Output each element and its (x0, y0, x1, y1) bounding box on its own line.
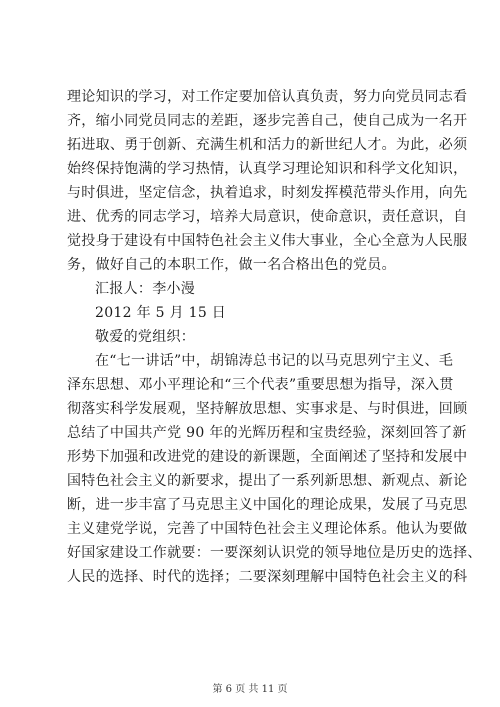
text-line: 在“七一讲话”中，胡锦涛总书记的以马克思列宁主义、毛 (95, 353, 454, 369)
document-body (67, 85, 482, 589)
text-line: 国特色社会主义的新要求，提出了一系列新思想、新观点、新论 (67, 473, 468, 489)
text-line: 人民的选择、时代的选择；二要深刻理解中国特色社会主义的科 (67, 569, 468, 585)
paragraph-conclusion (67, 85, 468, 277)
text-line: 务，做好自己的本职工作，做一名合格出色的党员。 (67, 257, 396, 273)
text-line: 拓进取、勇于创新、充满生机和活力的新世纪人才。为此，必须 (67, 137, 468, 153)
paragraph-main (67, 349, 482, 589)
reporter-line: 汇报人：李小漫 (95, 281, 196, 297)
text-line: 觉投身于建设有中国特色社会主义伟大事业，全心全意为人民服 (67, 233, 468, 249)
text-line: 齐，缩小同党员同志的差距，逐步完善自己，使自己成为一名开 (67, 113, 468, 129)
text-line: 主义建党学说，完善了中国特色社会主义理论体系。他认为要做 (67, 521, 468, 537)
text-line: 彻落实科学发展观，坚持解放思想、实事求是、与时俱进，回顾 (67, 401, 468, 417)
date-line: 2012 年 5 月 15 日 (95, 305, 227, 321)
page-number-footer: 第 6 页 共 11 页 (212, 684, 288, 695)
text-line: 理论知识的学习，对工作定要加倍认真负责，努力向党员同志看 (67, 89, 468, 105)
text-line: 断，进一步丰富了马克思主义中国化的理论成果，发展了马克思 (67, 497, 468, 513)
text-line: 与时俱进，坚定信念，执着追求，时刻发挥模范带头作用，向先 (67, 185, 468, 201)
salutation-line: 敬爱的党组织： (95, 329, 196, 345)
text-line: 泽东思想、邓小平理论和“三个代表”重要思想为指导，深入贯 (67, 377, 454, 393)
text-line: 好国家建设工作就要：一要深刻认识党的领导地位是历史的选择、 (67, 545, 482, 561)
text-line: 进、优秀的同志学习，培养大局意识，使命意识，责任意识，自 (67, 209, 468, 225)
text-line: 总结了中国共产党 90 年的光辉历程和宝贵经验，深刻回答了新 (67, 425, 467, 441)
text-line: 始终保持饱满的学习热情，认真学习理论知识和科学文化知识， (67, 161, 468, 177)
text-line: 形势下加强和改进党的建设的新课题，全面阐述了坚持和发展中 (67, 449, 468, 465)
